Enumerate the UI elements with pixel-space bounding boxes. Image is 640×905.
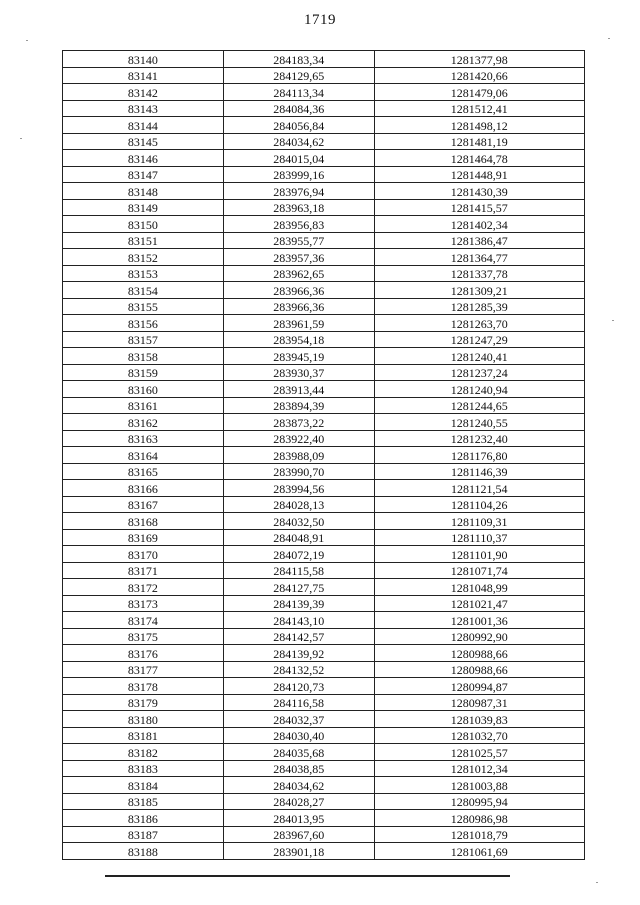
x-coordinate-cell: 283945,19 (223, 348, 374, 365)
y-coordinate-cell: 1281110,37 (374, 529, 584, 546)
x-coordinate-cell: 283966,36 (223, 282, 374, 299)
point-number-cell: 83155 (63, 298, 224, 315)
scan-speck (612, 320, 614, 321)
x-coordinate-cell: 284034,62 (223, 777, 374, 794)
point-number-cell: 83141 (63, 67, 224, 84)
scan-speck (20, 138, 22, 139)
y-coordinate-cell: 1281071,74 (374, 562, 584, 579)
table-row (63, 810, 585, 827)
table-row (63, 183, 585, 200)
x-coordinate-cell: 283922,40 (223, 430, 374, 447)
x-coordinate-cell: 283873,22 (223, 414, 374, 431)
table-row (63, 133, 585, 150)
table-row (63, 447, 585, 464)
point-number-cell: 83184 (63, 777, 224, 794)
table-row (63, 381, 585, 398)
table-row (63, 216, 585, 233)
x-coordinate-cell: 283976,94 (223, 183, 374, 200)
table-row (63, 612, 585, 629)
y-coordinate-cell: 1281479,06 (374, 84, 584, 101)
y-coordinate-cell: 1281263,70 (374, 315, 584, 332)
x-coordinate-cell: 283913,44 (223, 381, 374, 398)
y-coordinate-cell: 1280992,90 (374, 628, 584, 645)
table-row (63, 348, 585, 365)
table-row (63, 397, 585, 414)
x-coordinate-cell: 283963,18 (223, 199, 374, 216)
y-coordinate-cell: 1280995,94 (374, 793, 584, 810)
y-coordinate-cell: 1281386,47 (374, 232, 584, 249)
table-row (63, 364, 585, 381)
point-number-cell: 83154 (63, 282, 224, 299)
y-coordinate-cell: 1281101,90 (374, 546, 584, 563)
x-coordinate-cell: 284072,19 (223, 546, 374, 563)
x-coordinate-cell: 284143,10 (223, 612, 374, 629)
point-number-cell: 83181 (63, 727, 224, 744)
point-number-cell: 83145 (63, 133, 224, 150)
scan-speck (26, 40, 28, 41)
x-coordinate-cell: 283961,59 (223, 315, 374, 332)
x-coordinate-cell: 283966,36 (223, 298, 374, 315)
table-row (63, 463, 585, 480)
table-row (63, 84, 585, 101)
point-number-cell: 83173 (63, 595, 224, 612)
point-number-cell: 83149 (63, 199, 224, 216)
point-number-cell: 83168 (63, 513, 224, 530)
point-number-cell: 83158 (63, 348, 224, 365)
point-number-cell: 83186 (63, 810, 224, 827)
x-coordinate-cell: 283967,60 (223, 826, 374, 843)
point-number-cell: 83169 (63, 529, 224, 546)
table-row (63, 678, 585, 695)
x-coordinate-cell: 284032,37 (223, 711, 374, 728)
point-number-cell: 83183 (63, 760, 224, 777)
y-coordinate-cell: 1281337,78 (374, 265, 584, 282)
point-number-cell: 83140 (63, 51, 224, 68)
table-row (63, 760, 585, 777)
x-coordinate-cell: 284116,58 (223, 694, 374, 711)
x-coordinate-cell: 284056,84 (223, 117, 374, 134)
y-coordinate-cell: 1280987,31 (374, 694, 584, 711)
y-coordinate-cell: 1281021,47 (374, 595, 584, 612)
y-coordinate-cell: 1281448,91 (374, 166, 584, 183)
y-coordinate-cell: 1281232,40 (374, 430, 584, 447)
point-number-cell: 83147 (63, 166, 224, 183)
table-row (63, 298, 585, 315)
point-number-cell: 83160 (63, 381, 224, 398)
y-coordinate-cell: 1281001,36 (374, 612, 584, 629)
y-coordinate-cell: 1281237,24 (374, 364, 584, 381)
y-coordinate-cell: 1281240,55 (374, 414, 584, 431)
point-number-cell: 83157 (63, 331, 224, 348)
table-row (63, 645, 585, 662)
table-row (63, 430, 585, 447)
x-coordinate-cell: 283999,16 (223, 166, 374, 183)
y-coordinate-cell: 1280988,66 (374, 661, 584, 678)
x-coordinate-cell: 283901,18 (223, 843, 374, 860)
y-coordinate-cell: 1281240,41 (374, 348, 584, 365)
y-coordinate-cell: 1281481,19 (374, 133, 584, 150)
point-number-cell: 83174 (63, 612, 224, 629)
x-coordinate-cell: 284013,95 (223, 810, 374, 827)
x-coordinate-cell: 284113,34 (223, 84, 374, 101)
y-coordinate-cell: 1280994,87 (374, 678, 584, 695)
point-number-cell: 83152 (63, 249, 224, 266)
x-coordinate-cell: 284084,36 (223, 100, 374, 117)
y-coordinate-cell: 1281430,39 (374, 183, 584, 200)
point-number-cell: 83180 (63, 711, 224, 728)
table-row (63, 777, 585, 794)
y-coordinate-cell: 1281032,70 (374, 727, 584, 744)
x-coordinate-cell: 284032,50 (223, 513, 374, 530)
table-row (63, 150, 585, 167)
point-number-cell: 83156 (63, 315, 224, 332)
x-coordinate-cell: 284028,13 (223, 496, 374, 513)
point-number-cell: 83162 (63, 414, 224, 431)
page-number: 1719 (304, 12, 336, 28)
table-row (63, 265, 585, 282)
point-number-cell: 83143 (63, 100, 224, 117)
scan-speck (608, 38, 610, 39)
x-coordinate-cell: 284034,62 (223, 133, 374, 150)
point-number-cell: 83170 (63, 546, 224, 563)
y-coordinate-cell: 1281309,21 (374, 282, 584, 299)
table-row (63, 331, 585, 348)
y-coordinate-cell: 1281402,34 (374, 216, 584, 233)
x-coordinate-cell: 284139,39 (223, 595, 374, 612)
coordinates-table-body (63, 51, 585, 860)
point-number-cell: 83153 (63, 265, 224, 282)
x-coordinate-cell: 284038,85 (223, 760, 374, 777)
y-coordinate-cell: 1281039,83 (374, 711, 584, 728)
table-row (63, 711, 585, 728)
y-coordinate-cell: 1281025,57 (374, 744, 584, 761)
x-coordinate-cell: 284129,65 (223, 67, 374, 84)
y-coordinate-cell: 1281420,66 (374, 67, 584, 84)
table-row (63, 199, 585, 216)
x-coordinate-cell: 284028,27 (223, 793, 374, 810)
point-number-cell: 83163 (63, 430, 224, 447)
point-number-cell: 83161 (63, 397, 224, 414)
y-coordinate-cell: 1281061,69 (374, 843, 584, 860)
point-number-cell: 83175 (63, 628, 224, 645)
point-number-cell: 83146 (63, 150, 224, 167)
x-coordinate-cell: 284139,92 (223, 645, 374, 662)
scan-speck (596, 882, 598, 883)
table-row (63, 496, 585, 513)
table-row (63, 67, 585, 84)
table-row (63, 232, 585, 249)
table-row (63, 744, 585, 761)
table-row (63, 513, 585, 530)
y-coordinate-cell: 1281146,39 (374, 463, 584, 480)
x-coordinate-cell: 284120,73 (223, 678, 374, 695)
x-coordinate-cell: 283956,83 (223, 216, 374, 233)
point-number-cell: 83177 (63, 661, 224, 678)
point-number-cell: 83164 (63, 447, 224, 464)
point-number-cell: 83148 (63, 183, 224, 200)
point-number-cell: 83151 (63, 232, 224, 249)
table-row (63, 562, 585, 579)
table-row (63, 414, 585, 431)
point-number-cell: 83172 (63, 579, 224, 596)
table-row (63, 694, 585, 711)
y-coordinate-cell: 1281109,31 (374, 513, 584, 530)
y-coordinate-cell: 1280988,66 (374, 645, 584, 662)
y-coordinate-cell: 1281048,99 (374, 579, 584, 596)
y-coordinate-cell: 1281121,54 (374, 480, 584, 497)
point-number-cell: 83171 (63, 562, 224, 579)
point-number-cell: 83182 (63, 744, 224, 761)
x-coordinate-cell: 284030,40 (223, 727, 374, 744)
y-coordinate-cell: 1281003,88 (374, 777, 584, 794)
x-coordinate-cell: 283894,39 (223, 397, 374, 414)
y-coordinate-cell: 1281104,26 (374, 496, 584, 513)
table-row (63, 100, 585, 117)
y-coordinate-cell: 1281012,34 (374, 760, 584, 777)
x-coordinate-cell: 284132,52 (223, 661, 374, 678)
table-row (63, 249, 585, 266)
table-row (63, 826, 585, 843)
x-coordinate-cell: 283955,77 (223, 232, 374, 249)
point-number-cell: 83159 (63, 364, 224, 381)
y-coordinate-cell: 1281364,77 (374, 249, 584, 266)
table-row (63, 579, 585, 596)
point-number-cell: 83167 (63, 496, 224, 513)
point-number-cell: 83166 (63, 480, 224, 497)
y-coordinate-cell: 1281377,98 (374, 51, 584, 68)
table-row (63, 282, 585, 299)
bottom-rule (105, 875, 510, 877)
point-number-cell: 83178 (63, 678, 224, 695)
x-coordinate-cell: 284035,68 (223, 744, 374, 761)
x-coordinate-cell: 284127,75 (223, 579, 374, 596)
y-coordinate-cell: 1281018,79 (374, 826, 584, 843)
x-coordinate-cell: 284048,91 (223, 529, 374, 546)
table-row (63, 546, 585, 563)
point-number-cell: 83165 (63, 463, 224, 480)
table-row (63, 628, 585, 645)
x-coordinate-cell: 284183,34 (223, 51, 374, 68)
point-number-cell: 83176 (63, 645, 224, 662)
table-row (63, 793, 585, 810)
x-coordinate-cell: 284015,04 (223, 150, 374, 167)
x-coordinate-cell: 283962,65 (223, 265, 374, 282)
y-coordinate-cell: 1281464,78 (374, 150, 584, 167)
x-coordinate-cell: 283990,70 (223, 463, 374, 480)
x-coordinate-cell: 283988,09 (223, 447, 374, 464)
y-coordinate-cell: 1281415,57 (374, 199, 584, 216)
y-coordinate-cell: 1281176,80 (374, 447, 584, 464)
table-row (63, 51, 585, 68)
point-number-cell: 83185 (63, 793, 224, 810)
x-coordinate-cell: 284115,58 (223, 562, 374, 579)
y-coordinate-cell: 1281240,94 (374, 381, 584, 398)
table-row (63, 166, 585, 183)
x-coordinate-cell: 283930,37 (223, 364, 374, 381)
table-row (63, 595, 585, 612)
y-coordinate-cell: 1281285,39 (374, 298, 584, 315)
y-coordinate-cell: 1280986,98 (374, 810, 584, 827)
x-coordinate-cell: 284142,57 (223, 628, 374, 645)
y-coordinate-cell: 1281244,65 (374, 397, 584, 414)
y-coordinate-cell: 1281247,29 (374, 331, 584, 348)
point-number-cell: 83150 (63, 216, 224, 233)
point-number-cell: 83179 (63, 694, 224, 711)
table-row (63, 117, 585, 134)
table-row (63, 727, 585, 744)
point-number-cell: 83188 (63, 843, 224, 860)
table-row (63, 661, 585, 678)
coordinates-table (62, 50, 585, 860)
x-coordinate-cell: 283957,36 (223, 249, 374, 266)
x-coordinate-cell: 283954,18 (223, 331, 374, 348)
y-coordinate-cell: 1281512,41 (374, 100, 584, 117)
table-row (63, 480, 585, 497)
x-coordinate-cell: 283994,56 (223, 480, 374, 497)
point-number-cell: 83142 (63, 84, 224, 101)
table-row (63, 843, 585, 860)
table-row (63, 529, 585, 546)
y-coordinate-cell: 1281498,12 (374, 117, 584, 134)
point-number-cell: 83144 (63, 117, 224, 134)
table-row (63, 315, 585, 332)
point-number-cell: 83187 (63, 826, 224, 843)
